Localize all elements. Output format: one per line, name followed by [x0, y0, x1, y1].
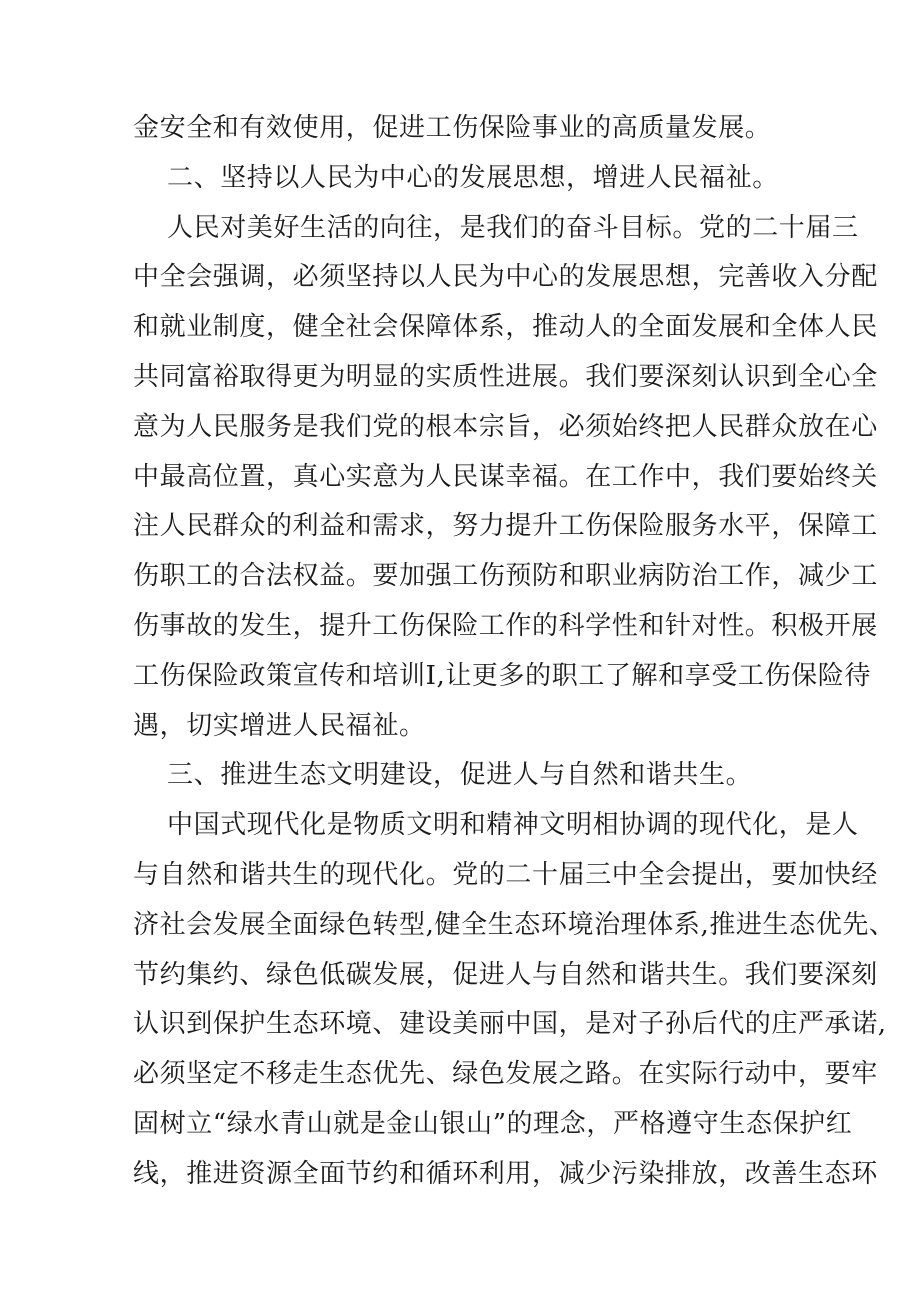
- section-heading: 二、坚持以人民为中心的发展思想，增进人民福祉。: [167, 162, 779, 193]
- paragraph-line: 中最高位置，真心实意为人民谋幸福。在工作中，我们要始终关: [133, 461, 878, 492]
- paragraph-line: 共同富裕取得更为明显的实质性进展。我们要深刻认识到全心全: [133, 361, 878, 392]
- paragraph-line: 济社会发展全面绿色转型,健全生态环境治理体系,推进生态优先、: [133, 909, 896, 940]
- paragraph-line: 线，推进资源全面节约和循环利用，减少污染排放，改善生态环: [133, 1158, 878, 1189]
- paragraph-line: 认识到保护生态环境、建设美丽中国，是对子孙后代的庄严承诺,: [133, 1009, 887, 1040]
- paragraph-line: 固树立“绿水青山就是金山银山”的理念，严格遵守生态保护红: [133, 1108, 853, 1139]
- paragraph-line: 人民对美好生活的向往，是我们的奋斗目标。党的二十届三: [167, 212, 859, 243]
- paragraph-line: 与自然和谐共生的现代化。党的二十届三中全会提出，要加快经: [133, 859, 878, 890]
- paragraph-line: 注人民群众的利益和需求，努力提升工伤保险服务水平，保障工: [133, 511, 878, 542]
- paragraph-line: 伤事故的发生，提升工伤保险工作的科学性和针对性。积极开展: [133, 610, 878, 641]
- paragraph-line: 中全会强调，必须坚持以人民为中心的发展思想，完善收入分配: [133, 262, 878, 293]
- document-body: [133, 104, 896, 1200]
- paragraph-line: 和就业制度，健全社会保障体系，推动人的全面发展和全体人民: [133, 312, 878, 343]
- paragraph-line: 工伤保险政策宣传和培训I,让更多的职工了解和享受工伤保险待: [133, 660, 871, 691]
- paragraph-line: 意为人民服务是我们党的根本宗旨，必须始终把人民群众放在心: [133, 411, 878, 442]
- paragraph-line: 节约集约、绿色低碳发展，促进人与自然和谐共生。我们要深刻: [133, 959, 878, 990]
- paragraph-line: 中国式现代化是物质文明和精神文明相协调的现代化，是人: [167, 810, 859, 841]
- paragraph-line: 金安全和有效使用，促进工伤保险事业的高质量发展。: [133, 113, 772, 143]
- paragraph-line: 必须坚定不移走生态优先、绿色发展之路。在实际行动中，要牢: [133, 1059, 878, 1090]
- section-heading: 三、推进生态文明建设，促进人与自然和谐共生。: [167, 760, 753, 791]
- paragraph-line: 伤职工的合法权益。要加强工伤预防和职业病防治工作，减少工: [133, 561, 878, 592]
- paragraph-line: 遇，切实增进人民福祉。: [133, 710, 426, 741]
